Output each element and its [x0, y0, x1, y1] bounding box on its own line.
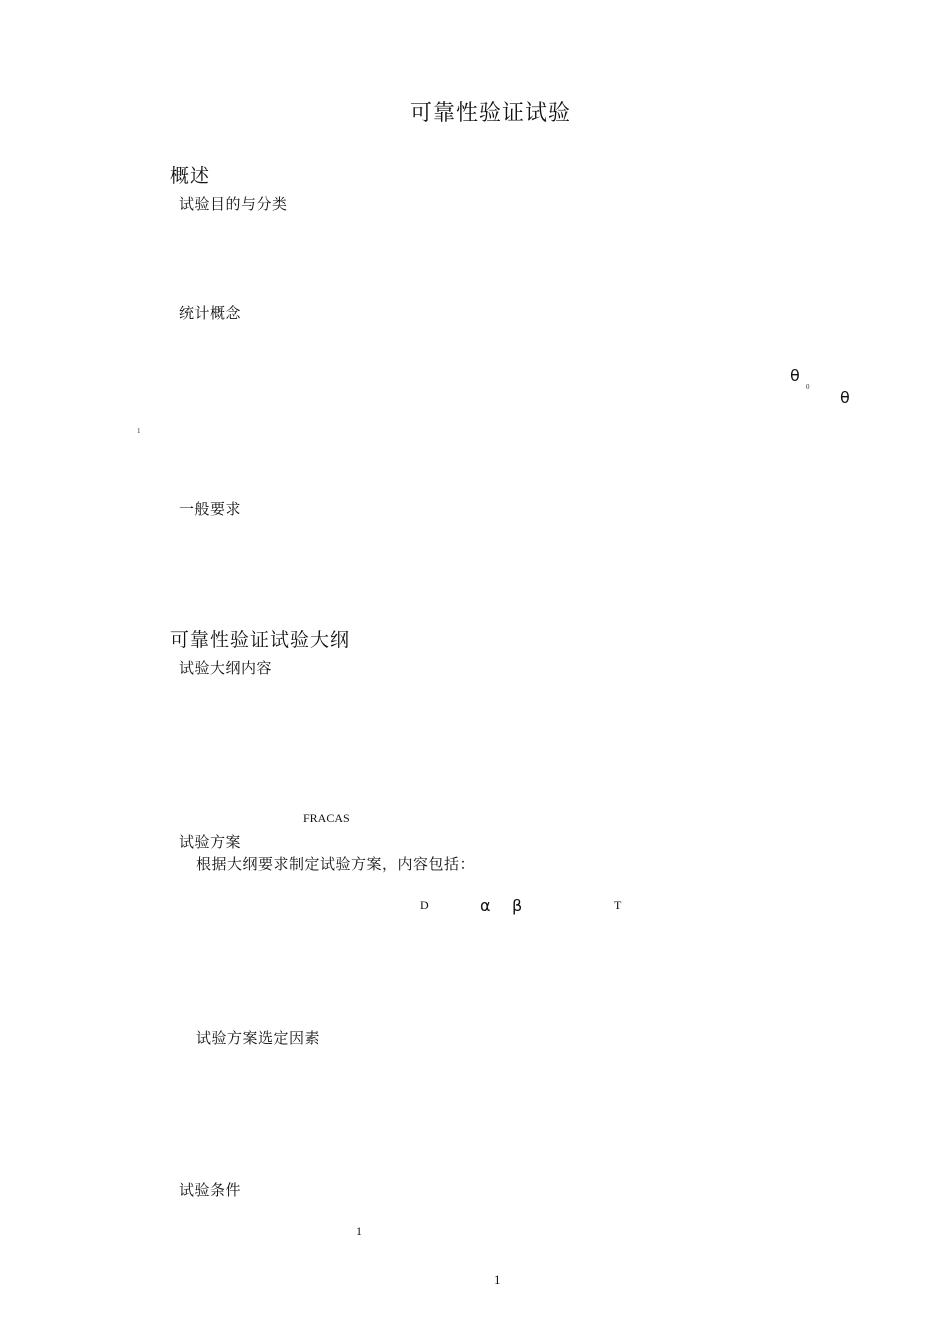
section-heading-overview: 概述 — [170, 165, 211, 187]
d-letter: D — [420, 898, 429, 912]
subsection-heading-general: 一般要求 — [179, 500, 242, 518]
subscript-one: 1 — [137, 427, 141, 435]
scheme-intro: 根据大纲要求制定试验方案，内容包括： — [196, 855, 476, 873]
subsection-heading-purpose: 试验目的与分类 — [179, 195, 288, 213]
fracas-term: FRACAS — [303, 811, 350, 825]
subsection-heading-scheme: 试验方案 — [179, 833, 242, 851]
digit-one: 1 — [356, 1224, 362, 1238]
subsection-heading-conditions: 试验条件 — [179, 1181, 242, 1199]
subsection-heading-scheme-factors: 试验方案选定因素 — [196, 1029, 321, 1047]
subsection-heading-outline-content: 试验大纲内容 — [179, 659, 273, 677]
subscript-zero: 0 — [806, 383, 810, 391]
section-heading-outline: 可靠性验证试验大纲 — [170, 629, 351, 651]
theta-symbol: θ — [840, 388, 850, 407]
beta-symbol: β — [512, 896, 523, 915]
document-title: 可靠性验证试验 — [410, 101, 572, 126]
subsection-heading-statistics: 统计概念 — [179, 304, 242, 322]
page-number: 1 — [494, 1272, 501, 1287]
alpha-symbol: α — [480, 896, 491, 915]
t-letter: T — [614, 898, 622, 912]
theta-symbol: θ — [790, 366, 800, 385]
